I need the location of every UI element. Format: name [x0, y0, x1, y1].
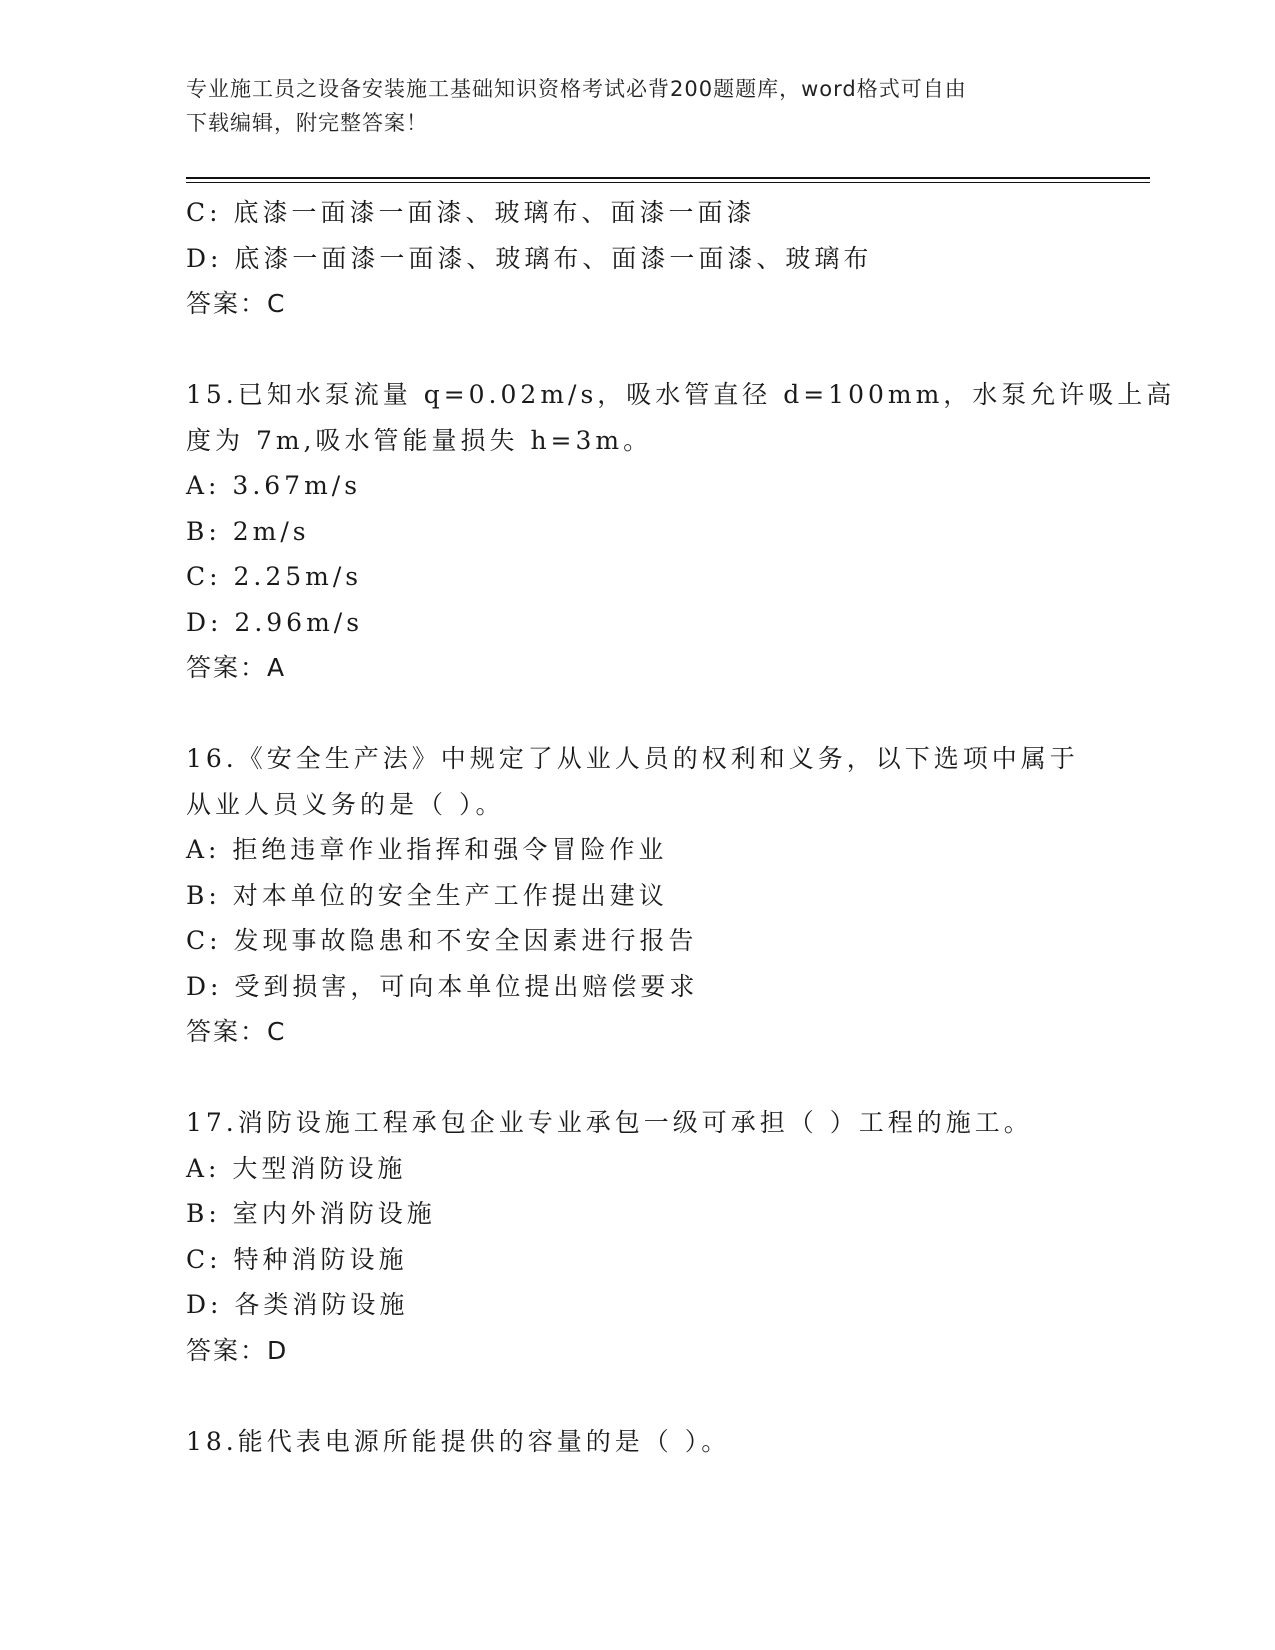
question-stem-cont: 从业人员义务的是（ ）。 [186, 789, 505, 819]
question-block-16 [186, 736, 1086, 1055]
option-d: D: 各类消防设施 [186, 1290, 409, 1319]
spacer [186, 327, 1086, 373]
question-stem: 17.消防设施工程承包企业专业承包一级可承担（ ）工程的施工。 [186, 1108, 1033, 1137]
header-line-1: 专业施工员之设备安装施工基础知识资格考试必背200题题库，word格式可自由 [186, 77, 967, 101]
option-a: A: 拒绝违章作业指挥和强令冒险作业 [186, 835, 668, 864]
answer-line: 答案：C [186, 289, 287, 318]
option-a: A: 3.67m/s [186, 471, 362, 500]
option-d: D: 受到损害，可向本单位提出赔偿要求 [186, 971, 699, 1001]
option-b: B: 对本单位的安全生产工作提出建议 [186, 880, 668, 910]
question-block-18 [186, 1419, 1086, 1465]
option-c: C: 底漆一面漆一面漆、玻璃布、面漆一面漆 [186, 198, 756, 227]
answer-line: 答案：A [186, 653, 287, 682]
spacer [186, 691, 1086, 737]
option-d: D: 底漆一面漆一面漆、玻璃布、面漆一面漆、玻璃布 [186, 243, 873, 273]
question-stem-cont: 度为 7m,吸水管能量损失 h=3m。 [186, 425, 653, 455]
header-line-2: 下载编辑，附完整答案！ [186, 111, 428, 135]
option-b: B: 2m/s [186, 516, 310, 546]
header-divider-thin [186, 182, 1150, 183]
question-block-15 [186, 372, 1176, 691]
answer-line: 答案：C [186, 1017, 287, 1046]
question-stem: 15.已知水泵流量 q=0.02m/s，吸水管直径 d=100mm，水泵允许吸上高 [186, 380, 1176, 409]
spacer [186, 1055, 1086, 1101]
option-c: C: 发现事故隐患和不安全因素进行报告 [186, 926, 698, 955]
option-b: B: 室内外消防设施 [186, 1199, 436, 1228]
option-d: D: 2.96m/s [186, 607, 364, 637]
question-stem: 16.《安全生产法》中规定了从业人员的权利和义务，以下选项中属于 [186, 744, 1079, 773]
document-header [186, 72, 1066, 140]
option-a: A: 大型消防设施 [186, 1153, 407, 1183]
question-block-17 [186, 1100, 1086, 1373]
answer-line: 答案：D [186, 1335, 289, 1365]
question-stem: 18.能代表电源所能提供的容量的是（ ）。 [186, 1426, 731, 1456]
document-body [186, 190, 1176, 1464]
option-c: C: 特种消防设施 [186, 1244, 408, 1274]
spacer [186, 1373, 1086, 1419]
option-c: C: 2.25m/s [186, 562, 363, 591]
question-block-prev [186, 190, 1086, 327]
header-divider-thick [186, 177, 1150, 179]
